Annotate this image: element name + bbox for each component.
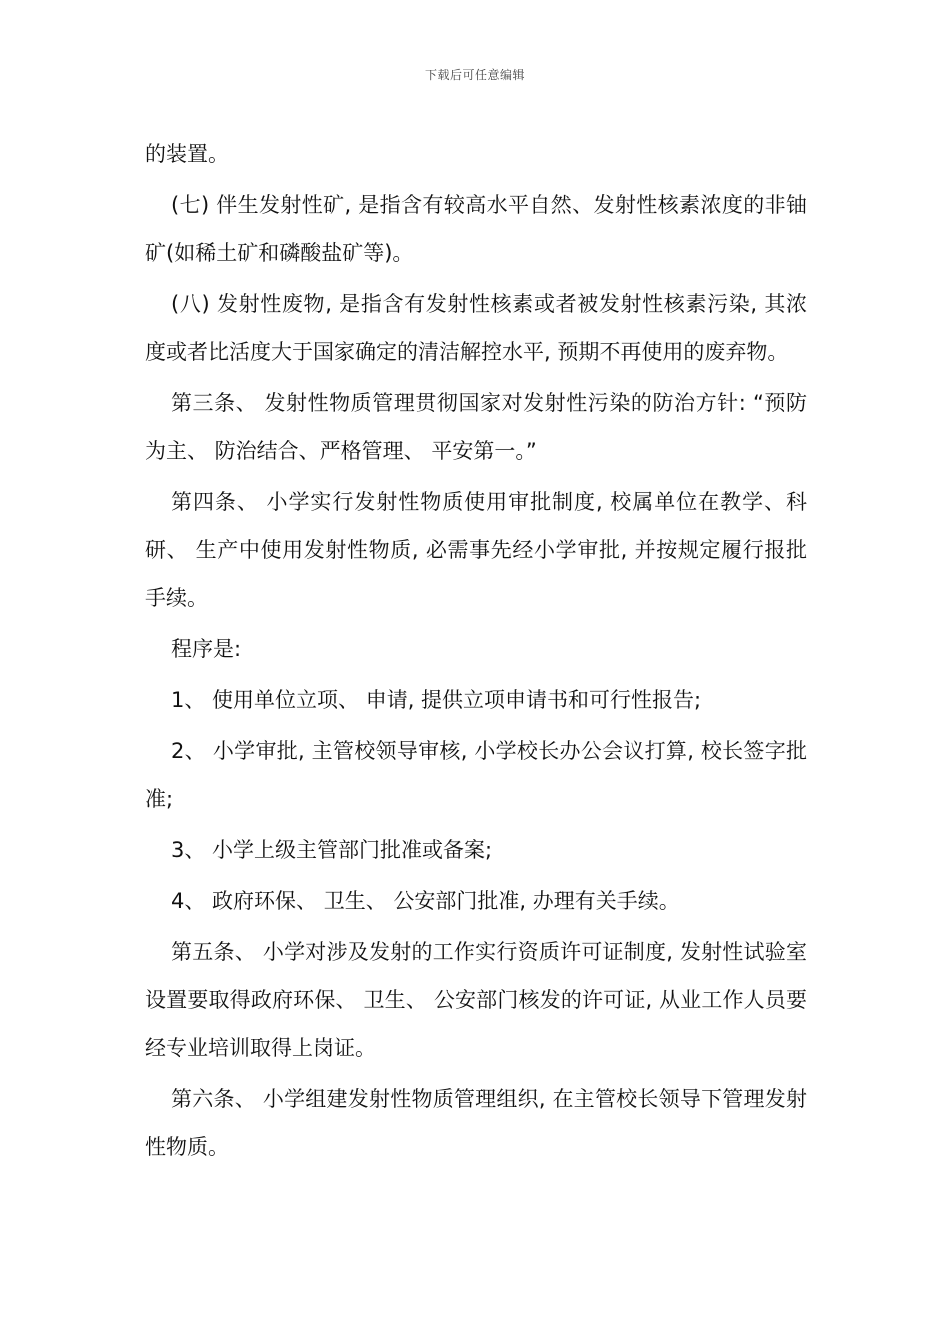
paragraph-procedure-intro: 程序是: [171,637,242,661]
paragraph-step-4: 4、 政府环保、 卫生、 公安部门批准, 办理有关手续。 [171,889,680,913]
paragraph-item-8: (八) 发射性废物, 是指含有发射性核素或者被发射性核素污染, 其浓度或者比活度大于国家确定的清洁解控水平, 预期不再使用的废弃物。 [145,292,807,364]
paragraph-step-2: 2、 小学审批, 主管校领导审核, 小学校长办公会议打算, 校长签字批准; [145,739,807,811]
paragraph-article-3: 第三条、 发射性物质管理贯彻国家对发射性污染的防治方针: “预防为主、 防治结合、严格管理、 平安第一。” [145,391,807,463]
paragraph-continuation: 的装置。 [145,142,229,166]
document-body [145,130,807,1171]
page-header: 下载后可任意编辑 [424,68,525,82]
paragraph-article-5: 第五条、 小学对涉及发射的工作实行资质许可证制度, 发射性试验室设置要取得政府环保、 卫生、 公安部门核发的许可证, 从业工作人员要经专业培训取得上岗证。 [145,940,807,1060]
paragraph-article-6: 第六条、 小学组建发射性物质管理组织, 在主管校长领导下管理发射性物质。 [145,1087,807,1159]
paragraph-article-4: 第四条、 小学实行发射性物质使用审批制度, 校属单位在教学、科研、 生产中使用发射性物质, 必需事先经小学审批, 并按规定履行报批手续。 [145,490,807,610]
paragraph-step-1: 1、 使用单位立项、 申请, 提供立项申请书和可行性报告; [171,688,702,712]
paragraph-item-7: (七) 伴生发射性矿, 是指含有较高水平自然、发射性核素浓度的非铀矿(如稀土矿和磷酸盐矿等)。 [145,193,807,265]
paragraph-step-3: 3、 小学上级主管部门批准或备案; [171,838,493,862]
